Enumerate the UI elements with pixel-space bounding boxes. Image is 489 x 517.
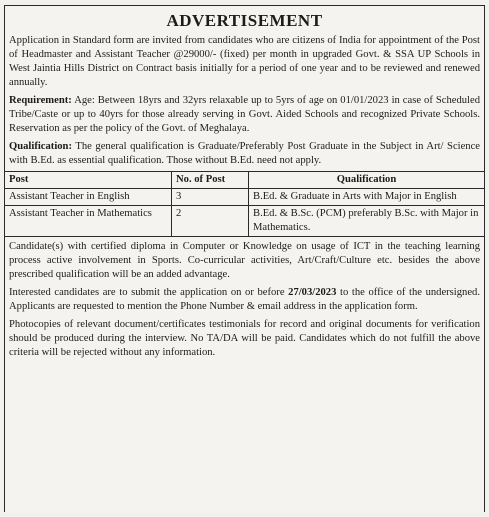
documents-paragraph: Photocopies of relevant document/certificates testimonials for record and original documents for verification should be produced during the interview. No TA/DA will be paid. Candidates which do not fulfill the above criteria will be rejected without any information. (9, 319, 480, 358)
qualification-text: The general qualification is Graduate/Preferably Post Graduate in the Subject in Art/ Science with B.Ed. as essential qualification. Those without B.Ed. need not apply. (9, 141, 480, 166)
advertisement-page (4, 5, 485, 512)
requirement-label: Requirement: (9, 95, 72, 106)
page-title: ADVERTISEMENT (166, 11, 323, 30)
cell-count: 3 (172, 189, 249, 206)
intro-paragraph: Application in Standard form are invited from candidates who are citizens of India for appointment of the Post of Headmaster and Assistant Teacher @29000/- (fixed) per month in upgraded Govt. & SSA UP Schools in West Jaintia Hills District on Contract basis initially for a period of one year and to be reviewed and renewed annually. (9, 35, 480, 88)
header-no-of-post: No. of Post (172, 172, 249, 189)
cell-qualification: B.Ed. & B.Sc. (PCM) preferably B.Sc. with Major in Mathematics. (249, 206, 485, 237)
submission-paragraph (5, 286, 484, 314)
header-post: Post (5, 172, 172, 189)
cell-count: 2 (172, 206, 249, 237)
header-qualification: Qualification (249, 172, 485, 189)
cell-post: Assistant Teacher in English (5, 189, 172, 206)
submission-date: 27/03/2023 (288, 287, 337, 298)
ict-note-paragraph: Candidate(s) with certified diploma in Computer or Knowledge on usage of ICT in the teaching learning process active involvement in Sports. Co-curricular activities, Art/Craft/Culture etc. besides the above prescribed qualification will be an added advantage. (9, 241, 480, 280)
submission-text-after: to the office of the undersigned. Applicants are requested to mention the Phone Number & email address in the application form. (9, 287, 480, 312)
cell-post: Assistant Teacher in Mathematics (5, 206, 172, 237)
requirement-text: Age: Between 18yrs and 32yrs relaxable up to 5yrs of age on 01/01/2023 in case of Scheduled Tribe/Caste or up to 40yrs for those already serving in Govt. Aided Schools and recognized Private Schools. Reservation as per the policy of the Govt. of Meghalaya. (9, 95, 480, 134)
qualification-label: Qualification: (9, 141, 72, 152)
submission-text-before: Interested candidates are to submit the application on or before (9, 287, 289, 298)
table-header-row (5, 172, 484, 189)
requirement-paragraph (5, 94, 484, 136)
cell-qualification: B.Ed. & Graduate in Arts with Major in English (249, 189, 485, 206)
qualification-paragraph (5, 140, 484, 168)
table-row (5, 206, 484, 237)
posts-table (5, 171, 484, 237)
table-row (5, 189, 484, 206)
